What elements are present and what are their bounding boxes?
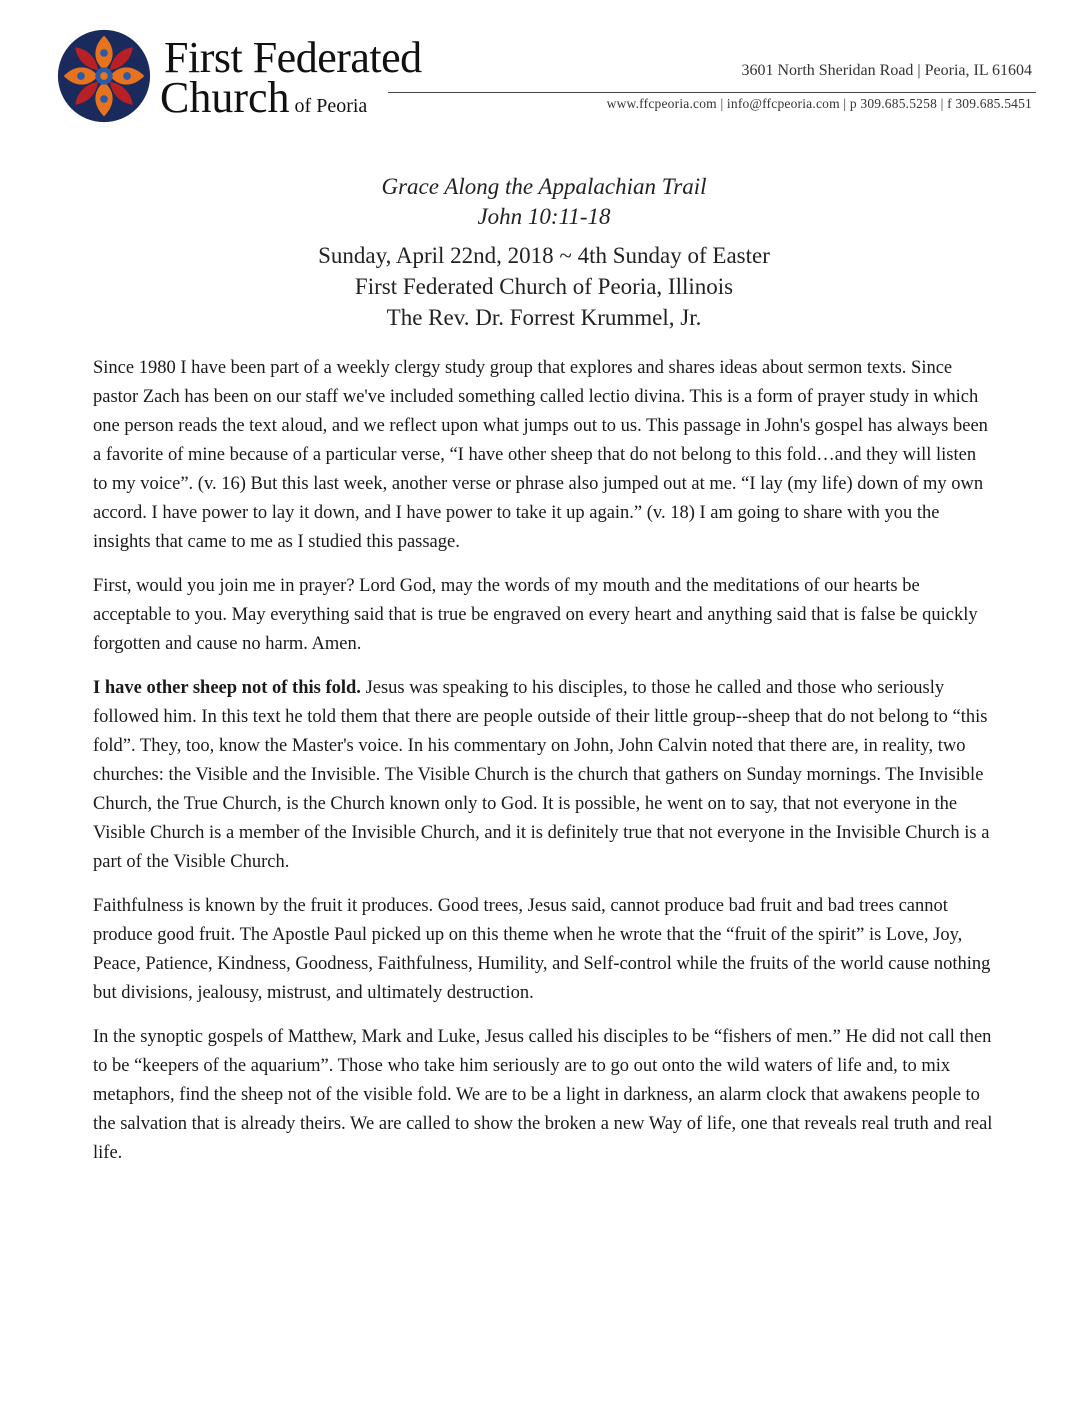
paragraph <box>93 674 993 877</box>
sermon-preacher: The Rev. Dr. Forrest Krummel, Jr. <box>386 305 702 330</box>
paragraph-text: Jesus was speaking to his disciples, to those he called and those who seriously followed him. In this text he told them that there are people outside of their little group--sheep that do not belong to “this fold”. They, too, know the Master's voice. In his commentary on John, John Calvin noted that there are, in reality, two churches: the Visible and the Invisible. The Visible Church is the church that gathers on Sunday mornings. The Invisible Church, the True Church, is the Church known only to God. It is possible, he went on to say, that not everyone in the Visible Church is a member of the Invisible Church, and it is definitely true that not everyone in the Invisible Church is a part of the Visible Church. <box>93 678 990 872</box>
sermon-body <box>93 354 993 1183</box>
sermon-title: Grace Along the Appalachian Trail <box>381 174 707 199</box>
paragraph: Since 1980 I have been part of a weekly clergy study group that explores and shares ideas about sermon texts. Since pastor Zach has been on our staff we've included something called lectio divina. This is a form of prayer study in which one person reads the text aloud, and we reflect upon what jumps out to us. This passage in John's gospel has always been a favorite of mine because of a particular verse, “I have other sheep that do not belong to this fold…and they will listen to my voice”. (v. 16) But this last week, another verse or phrase also jumped out at me. “I lay (my life) down of my own accord. I have power to lay it down, and I have power to take it up again.” (v. 18) I am going to share with you the insights that came to me as I studied this passage. <box>93 358 988 552</box>
letterhead-divider <box>388 92 1036 93</box>
org-name-second-line <box>160 73 368 128</box>
paragraph: First, would you join me in prayer? Lord God, may the words of my mouth and the meditations of our hearts be acceptable to you. May everything said that is true be engraved on every heart and anything said that is false be quickly forgotten and cause no harm. Amen. <box>93 576 978 654</box>
paragraph: Faithfulness is known by the fruit it produces. Good trees, Jesus said, cannot produce bad fruit and bad trees cannot produce good fruit. The Apostle Paul picked up on this theme when he wrote that the “fruit of the spirit” is Love, Joy, Peace, Patience, Kindness, Goodness, Faithfulness, Humility, and Self-control while the fruits of the world cause nothing but divisions, jealousy, mistrust, and ultimately destruction. <box>93 896 991 1003</box>
sermon-heading <box>0 172 1088 333</box>
org-name-church: Church <box>160 73 290 122</box>
church-address: 3601 North Sheridan Road | Peoria, IL 61604 <box>741 62 1032 79</box>
org-name-suffix: of Peoria <box>294 95 368 117</box>
sermon-date: Sunday, April 22nd, 2018 ~ 4th Sunday of Easter <box>318 243 770 268</box>
sermon-church: First Federated Church of Peoria, Illinois <box>354 274 734 299</box>
paragraph: In the synoptic gospels of Matthew, Mark and Luke, Jesus called his disciples to be “fishers of men.” He did not call then to be “keepers of the aquarium”. Those who take him seriously are to go out onto the wild waters of life and, to mix metaphors, find the sheep not of the visible fold. We are to be a light in darkness, an alarm clock that awakens people to the salvation that is already theirs. We are called to show the broken a new Way of life, one that reveals real truth and real life. <box>93 1027 993 1163</box>
sermon-scripture: John 10:11-18 <box>477 204 611 229</box>
letterhead <box>0 0 1088 130</box>
church-contact-info: www.ffcpeoria.com | info@ffcpeoria.com | p 309.685.5258 | f 309.685.5451 <box>606 96 1032 111</box>
org-name: First Federated <box>164 33 422 82</box>
paragraph-lead: I have other sheep not of this fold. <box>93 678 361 698</box>
church-logo-icon <box>56 28 152 124</box>
